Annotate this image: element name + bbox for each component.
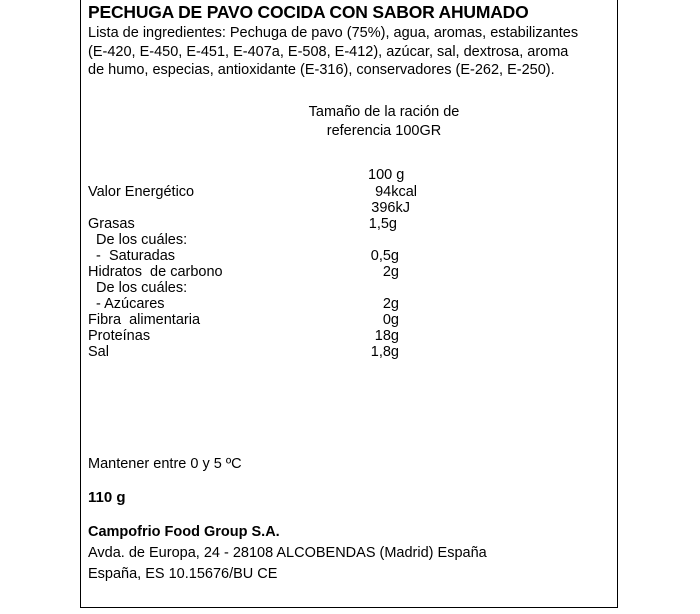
nutrient-value: 1,5g — [368, 216, 397, 232]
nutrient-label: Proteínas — [88, 328, 151, 344]
ingredients-list: Lista de ingredientes: Pechuga de pavo (75%), agua, aromas, estabilizantes (E-420, E-450, E-451, E-407a, E-508, E-412), azúcar, sal, dextrosa, aroma de humo, especias, antioxidante (E-316), conservadores (E-262, E-250). — [88, 25, 579, 78]
nutrient-label: Fibra alimentaria — [88, 312, 201, 328]
nutrient-value: 1,8g — [370, 344, 399, 360]
nutrient-value: 2g — [382, 296, 399, 312]
nutrient-label: Grasas — [88, 216, 135, 232]
nutrient-value: 0g — [382, 312, 399, 328]
product-title: PECHUGA DE PAVO COCIDA CON SABOR AHUMADO — [88, 2, 529, 22]
nutrient-label: Hidratos de carbono — [88, 264, 223, 280]
nutrient-label: - Saturadas — [88, 248, 176, 264]
nutrient-value: 2g — [382, 264, 399, 280]
storage-instructions: Mantener entre 0 y 5 ºC — [88, 456, 242, 472]
manufacturer-address: Avda. de Europa, 24 - 28108 ALCOBENDAS (Madrid) España — [88, 545, 487, 561]
manufacturer-registry: España, ES 10.15676/BU CE — [88, 566, 278, 582]
nutrient-label: De los cuáles: — [88, 280, 188, 296]
nutrient-value: 18g — [374, 328, 399, 344]
per-100g-header: 100 g — [368, 167, 405, 183]
net-weight: 110 g — [88, 489, 126, 506]
serving-line-1: Tamaño de la ración de — [308, 104, 460, 120]
nutrient-value: 0,5g — [370, 248, 399, 264]
nutrient-value: 94kcal — [375, 184, 417, 200]
nutrient-label: Sal — [88, 344, 109, 360]
serving-line-2: referencia 100GR — [326, 122, 442, 139]
manufacturer-name: Campofrio Food Group S.A. — [88, 524, 280, 540]
serving-size — [300, 103, 468, 140]
nutrient-value: 396kJ — [371, 200, 410, 216]
nutrient-label: De los cuáles: — [88, 232, 188, 248]
nutrient-label: - Azúcares — [88, 296, 165, 312]
nutrient-label: Valor Energético — [88, 184, 195, 200]
